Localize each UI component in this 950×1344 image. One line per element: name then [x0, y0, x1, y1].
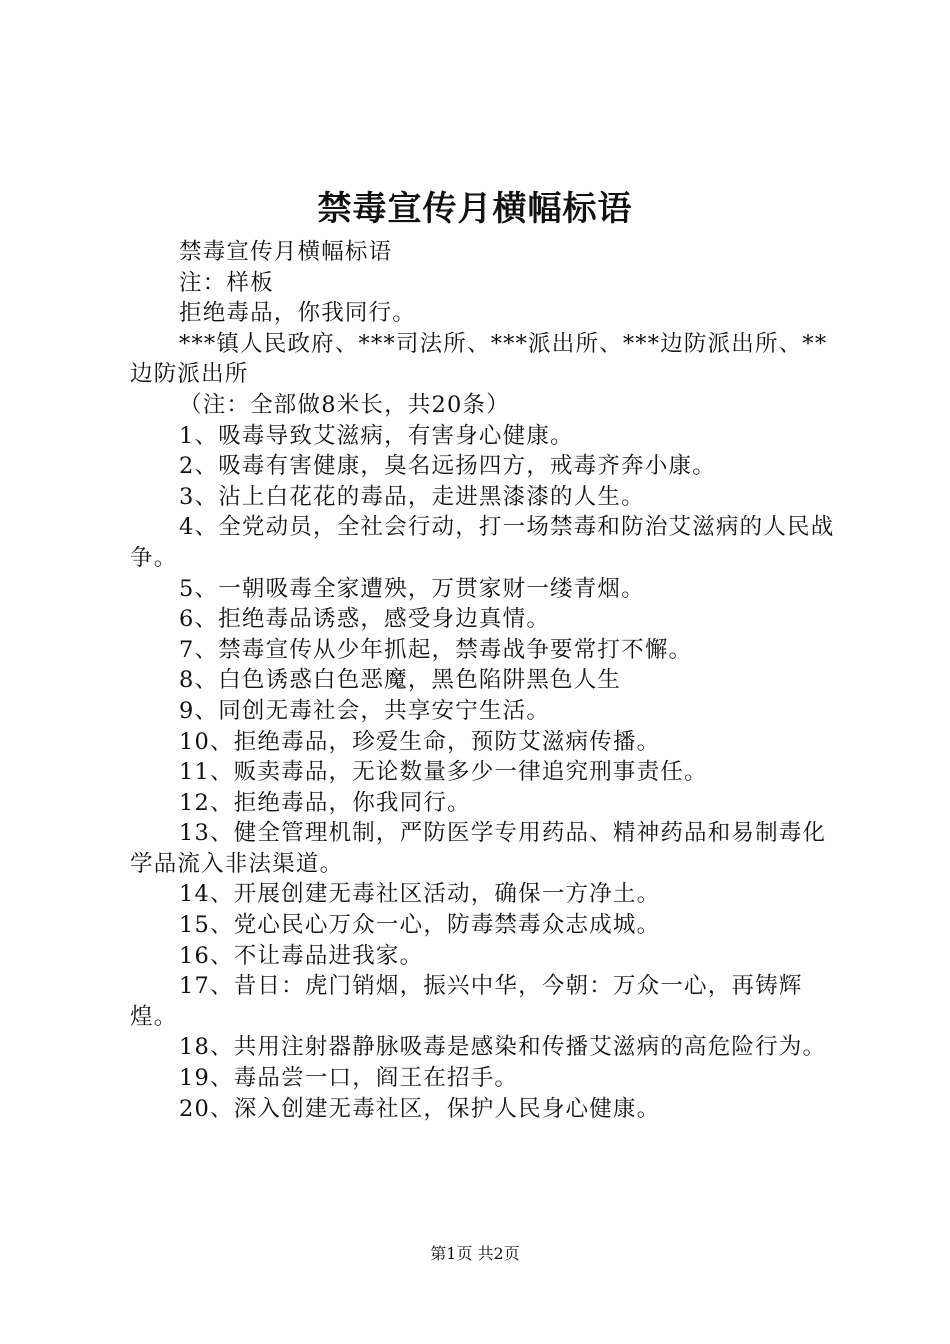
slogan-item: 8、白色诱惑白色恶魔，黑色陷阱黑色人生 [179, 667, 622, 694]
slogan-item: 1、吸毒导致艾滋病，有害身心健康。 [179, 422, 574, 449]
slogan-item: 3、沾上白花花的毒品，走进黑漆漆的人生。 [179, 483, 645, 510]
slogan-item: 5、一朝吸毒全家遭殃，万贯家财一缕青烟。 [179, 575, 645, 602]
slogan-item: 6、拒绝毒品诱惑，感受身边真情。 [179, 606, 551, 633]
document-body [130, 237, 836, 1124]
paragraph-note-specs: （注：全部做8米长，共20条） [179, 391, 510, 418]
slogan-item: 16、不让毒品进我家。 [179, 942, 424, 969]
slogan-item: 11、贩卖毒品，无论数量多少一律追究刑事责任。 [179, 759, 708, 786]
document-title: 禁毒宣传月横幅标语 [317, 189, 633, 229]
paragraph-note-sample: 注：样板 [179, 269, 274, 296]
slogan-item: 18、共用注射器静脉吸毒是感染和传播艾滋病的高危险行为。 [179, 1034, 827, 1061]
paragraph-organizations: ***镇人民政府、***司法所、***派出所、***边防派出所、**边防派出所 [130, 330, 828, 388]
slogan-item: 13、健全管理机制，严防医学专用药品、精神药品和易制毒化学品流入非法渠道。 [130, 820, 827, 877]
paragraph-subtitle: 禁毒宣传月横幅标语 [179, 239, 393, 265]
slogan-item: 14、开展创建无毒社区活动，确保一方净土。 [179, 881, 661, 908]
slogan-item: 20、深入创建无毒社区，保护人民身心健康。 [179, 1095, 661, 1122]
slogan-item: 4、全党动员，全社会行动，打一场禁毒和防治艾滋病的人民战争。 [130, 514, 835, 571]
slogan-item: 7、禁毒宣传从少年抓起，禁毒战争要常打不懈。 [179, 636, 693, 663]
slogan-item: 10、拒绝毒品，珍爱生命，预防艾滋病传播。 [179, 728, 661, 755]
paragraph-sample-slogan: 拒绝毒品，你我同行。 [179, 300, 417, 327]
page-number-footer: 第1页 共2页 [430, 1244, 520, 1263]
slogan-item: 15、党心民心万众一心，防毒禁毒众志成城。 [179, 912, 661, 939]
slogan-item: 12、拒绝毒品，你我同行。 [179, 789, 471, 816]
slogan-item: 9、同创无毒社会，共享安宁生活。 [179, 697, 551, 724]
slogan-item: 19、毒品尝一口，阎王在招手。 [179, 1065, 519, 1092]
slogan-item: 2、吸毒有害健康，臭名远扬四方，戒毒齐奔小康。 [179, 453, 716, 480]
slogan-item: 17、昔日：虎门销烟，振兴中华，今朝：万众一心，再铸辉煌。 [130, 973, 803, 1030]
